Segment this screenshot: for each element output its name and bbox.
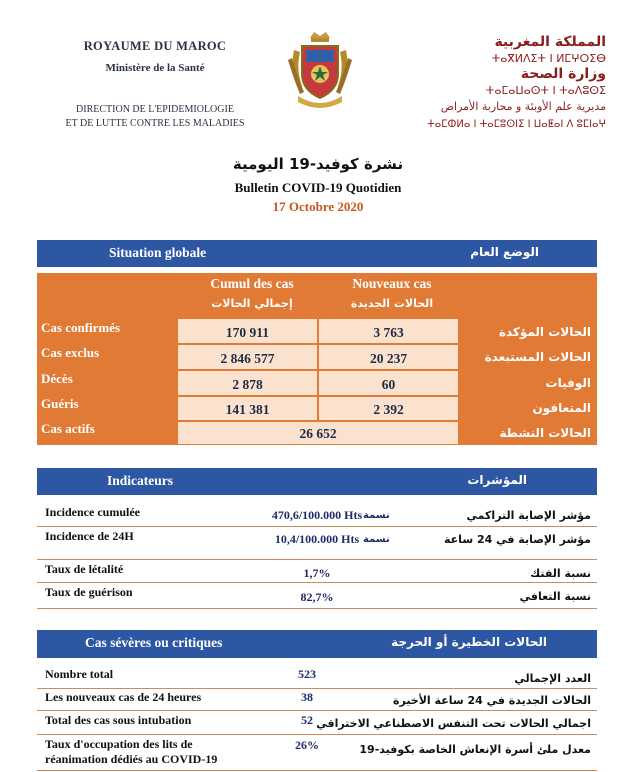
indicator-row — [37, 583, 597, 605]
row-deaths-new: 60 — [319, 371, 458, 395]
row-deaths-ar: الوفيات — [545, 376, 591, 390]
row-confirmed-label: Cas confirmés — [41, 320, 121, 335]
severe-row — [37, 666, 597, 688]
bulletin-title-ar: نشرة كوفيد-19 اليومية — [232, 155, 404, 173]
row-confirmed-cumul: 170 911 — [178, 319, 317, 343]
row-deaths-cumul: 2 878 — [178, 371, 317, 395]
coat-of-arms-icon — [288, 30, 352, 116]
indicator-row — [37, 527, 597, 549]
row-active-label: Cas actifs — [41, 421, 95, 436]
severe-label-ar: العدد الإجمالي — [514, 672, 591, 685]
row-recovered-cumul: 141 381 — [178, 397, 317, 420]
indicators-title-ar: المؤشرات — [467, 473, 527, 487]
severe-label-ar: معدل ملئ أسرة الإنعاش الخاصة بكوفيد-19 — [359, 743, 591, 756]
row-recovered-label: Guéris — [41, 396, 79, 411]
severe-value: 52 — [301, 713, 313, 727]
indicator-label: Incidence de 24H — [45, 529, 134, 543]
row-recovered-new: 2 392 — [319, 397, 458, 420]
severe-header — [37, 630, 597, 658]
severe-row — [37, 735, 597, 769]
severe-label: Total des cas sous intubation — [45, 713, 192, 727]
row-deaths-label: Décès — [41, 371, 73, 386]
direction-fr-line1: DIRECTION DE L'EPIDEMIOLOGIE — [76, 104, 234, 115]
indicator-label: Taux de guérison — [45, 585, 133, 599]
severe-value: 523 — [298, 667, 316, 681]
ministry-fr: Ministère de la Santé — [105, 62, 205, 74]
row-active-ar: الحالات النشطة — [499, 426, 591, 440]
bulletin-date: 17 Octobre 2020 — [272, 199, 364, 214]
severe-label: Nombre total — [45, 667, 114, 681]
indicator-unit-ar: نسمة — [363, 510, 390, 521]
kingdom-tifinagh: ⵜⴰⴳⵍⴷⵉⵜ ⵏ ⵍⵎⵖⵔⵉⴱ — [491, 52, 606, 65]
kingdom-ar: المملكة المغربية — [494, 34, 606, 50]
severe-label: Taux d'occupation des lits de — [45, 737, 193, 751]
ministry-ar: وزارة الصحة — [520, 66, 606, 82]
severe-row — [37, 689, 597, 711]
indicators-header — [37, 468, 597, 495]
indicator-label-ar: نسبة الفتك — [530, 567, 591, 580]
indicator-value: 1,7% — [303, 566, 331, 580]
severe-value: 26% — [295, 738, 319, 752]
col-new-ar: الحالات الجديدة — [350, 297, 434, 310]
situation-table — [37, 273, 597, 445]
indicator-unit-ar: نسمة — [363, 534, 390, 545]
indicator-row — [37, 503, 597, 525]
col-new-fr: Nouveaux cas — [352, 276, 432, 291]
severe-label-ar: اجمالي الحالات تحت التنفس الاصطناعي الاختراقي — [316, 717, 591, 730]
severe-title-ar: الحالات الخطيرة أو الحرجة — [391, 635, 547, 649]
indicator-value: 10,4/100.000 Hts — [274, 532, 360, 546]
direction-tifinagh: ⵜⴰⵎⵀⵍⴰ ⵏ ⵜⴰⵎⵓⵙⵏⵉ ⵏ ⵡⴰⵟⴰⵏ ⴷ ⵓⵎⵏⴰⵖ — [427, 119, 606, 130]
severe-label-ar: الحالات الجديدة في 24 ساعة الأخيرة — [392, 694, 591, 707]
bulletin-title-fr: Bulletin COVID-19 Quotidien — [234, 180, 402, 195]
row-excluded-ar: الحالات المستبعدة — [484, 350, 591, 364]
severe-label-line2: réanimation dédiés au COVID-19 — [45, 752, 218, 766]
direction-fr — [40, 103, 270, 131]
row-excluded-label: Cas exclus — [41, 345, 100, 360]
indicator-label-ar: مؤشر الإصابة التراكمي — [466, 509, 591, 522]
row-excluded-cumul: 2 846 577 — [178, 345, 317, 369]
severe-row — [37, 711, 597, 733]
row-recovered-ar: المتعافون — [532, 401, 591, 415]
direction-fr-line2: ET DE LUTTE CONTRE LES MALADIES — [65, 118, 245, 129]
severe-title-fr: Cas sévères ou critiques — [85, 635, 223, 650]
row-confirmed-new: 3 763 — [319, 319, 458, 343]
col-cumul-ar: إجمالي الحالات — [211, 297, 293, 310]
row-excluded-new: 20 237 — [319, 345, 458, 369]
indicator-label: Taux de létalité — [45, 562, 124, 576]
indicator-value: 82,7% — [300, 590, 334, 604]
indicator-row — [37, 560, 597, 582]
severe-label: Les nouveaux cas de 24 heures — [45, 690, 202, 704]
row-confirmed-ar: الحالات المؤكدة — [498, 325, 591, 339]
indicator-value: 470,6/100.000 Hts — [271, 508, 363, 522]
row-active-value: 26 652 — [178, 422, 458, 444]
kingdom-fr: ROYAUME DU MAROC — [83, 39, 227, 53]
indicator-label-ar: نسبة التعافي — [519, 590, 591, 603]
col-cumul-fr: Cumul des cas — [210, 276, 294, 291]
direction-ar: مديرية علم الأوبئة و محاربة الأمراض — [440, 100, 606, 113]
ministry-tifinagh: ⵜⴰⵎⴰⵡⴰⵙⵜ ⵏ ⵜⴰⴷⵓⵙⵉ — [485, 84, 606, 97]
indicator-label-ar: مؤشر الإصابة في 24 ساعة — [444, 533, 591, 546]
severe-value: 38 — [301, 690, 313, 704]
situation-title-fr: Situation globale — [109, 245, 207, 260]
indicators-title-fr: Indicateurs — [107, 473, 174, 488]
situation-header — [37, 240, 597, 267]
indicator-label: Incidence cumulée — [45, 505, 140, 519]
situation-title-ar: الوضع العام — [470, 245, 539, 259]
